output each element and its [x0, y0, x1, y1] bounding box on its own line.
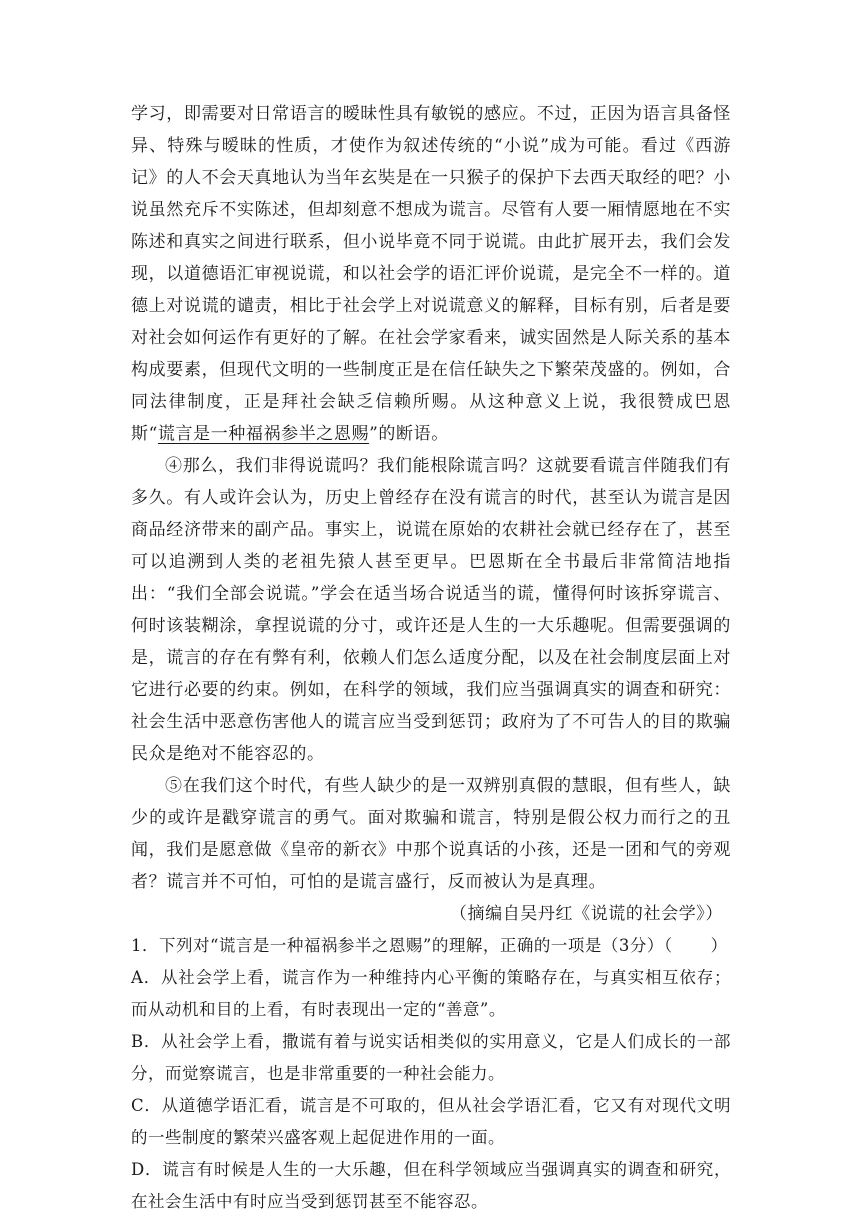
question-stem-text: 1．下列对“谎言是一种福祸参半之恩赐”的理解，正确的一项是（3分）（	[131, 936, 673, 955]
passage-paragraph-3-continued	[131, 98, 731, 450]
passage-paragraph-5: ⑤在我们这个时代，有些人缺少的是一双辨别真假的慧眼，但有些人，缺少的或许是戳穿谎言的勇气。面对欺骗和谎言，特别是假公权力而行之的丑闻，我们是愿意做《皇帝的新衣》中那个说真话的小孩，还是一团和气的旁观者？谎言并不可怕，可怕的是谎言盛行，反而被认为是真理。	[131, 776, 731, 892]
option-c[interactable]: C．从道德学语汇看，谎言是不可取的，但从社会学语汇看，它又有对现代文明的一些制度的繁荣兴盛客观上起促进作用的一面。	[131, 1096, 731, 1147]
option-b[interactable]: B．从社会学上看，撒谎有着与说实话相类似的实用意义，它是人们成长的一部分，而觉察谎言，也是非常重要的一种社会能力。	[131, 1032, 731, 1083]
passage-text: 学习，即需要对日常语言的暧昧性具有敏锐的感应。不过，正因为语言具备怪异、特殊与暧昧的性质，才使作为叙述传统的“小说”成为可能。看过《西游记》的人不会天真地认为当年玄奘是在一只猴子的保护下去西天取经的吧？小说虽然充斥不实陈述，但却刻意不想成为谎言。尽管有人要一厢情愿地在不实陈述和真实之间进行联系，但小说毕竟不同于说谎。由此扩展开去，我们会发现，以道德语汇审视说谎，和以社会学的语汇评价说谎，是完全不一样的。道德上对说谎的谴责，相比于社会学上对说谎意义的解释，目标有别，后者是要对社会如何运作有更好的了解。在社会学家看来，诚实固然是人际关系的基本构成要素，但现代文明的一些制度正是在信任缺失之下繁荣茂盛的。例如，合同法律制度，正是拜社会缺乏信赖所赐。从这种意义上说，我很赞成巴恩斯“	[131, 104, 731, 444]
passage-text: ”的断语。	[369, 424, 449, 444]
underlined-quote: 谎言是一种福祸参半之恩赐	[157, 424, 370, 444]
document-page	[131, 98, 731, 1218]
option-d[interactable]: D．谎言有时候是人生的一大乐趣，但在科学领域应当强调真实的调查和研究，在社会生活中有时应当受到惩罚甚至不能容忍。	[131, 1160, 731, 1211]
question-stem-end: ）	[710, 936, 728, 955]
question-stem	[131, 930, 731, 962]
source-citation: （摘编自吴丹红《说谎的社会学》）	[449, 904, 723, 924]
option-a[interactable]: A．从社会学上看，谎言作为一种维持内心平衡的策略存在，与真实相互依存；而从动机和目的上看，有时表现出一定的“善意”。	[131, 968, 731, 1019]
passage-paragraph-4: ④那么，我们非得说谎吗？我们能根除谎言吗？这就要看谎言伴随我们有多久。有人或许会认为，历史上曾经存在没有谎言的时代，甚至认为谎言是因商品经济带来的副产品。事实上，说谎在原始的农耕社会就已经存在了，甚至可以追溯到人类的老祖先猿人甚至更早。巴恩斯在全书最后非常简洁地指出：“我们全部会说谎。”学会在适当场合说适当的谎，懂得何时该拆穿谎言、何时该装糊涂，拿捏说谎的分寸，或许还是人生的一大乐趣呢。但需要强调的是，谎言的存在有弊有利，依赖人们怎么适度分配，以及在社会制度层面上对它进行必要的约束。例如，在科学的领域，我们应当强调真实的调查和研究：社会生活中恶意伤害他人的谎言应当受到惩罚；政府为了不可告人的目的欺骗民众是绝对不能容忍的。	[131, 456, 731, 764]
